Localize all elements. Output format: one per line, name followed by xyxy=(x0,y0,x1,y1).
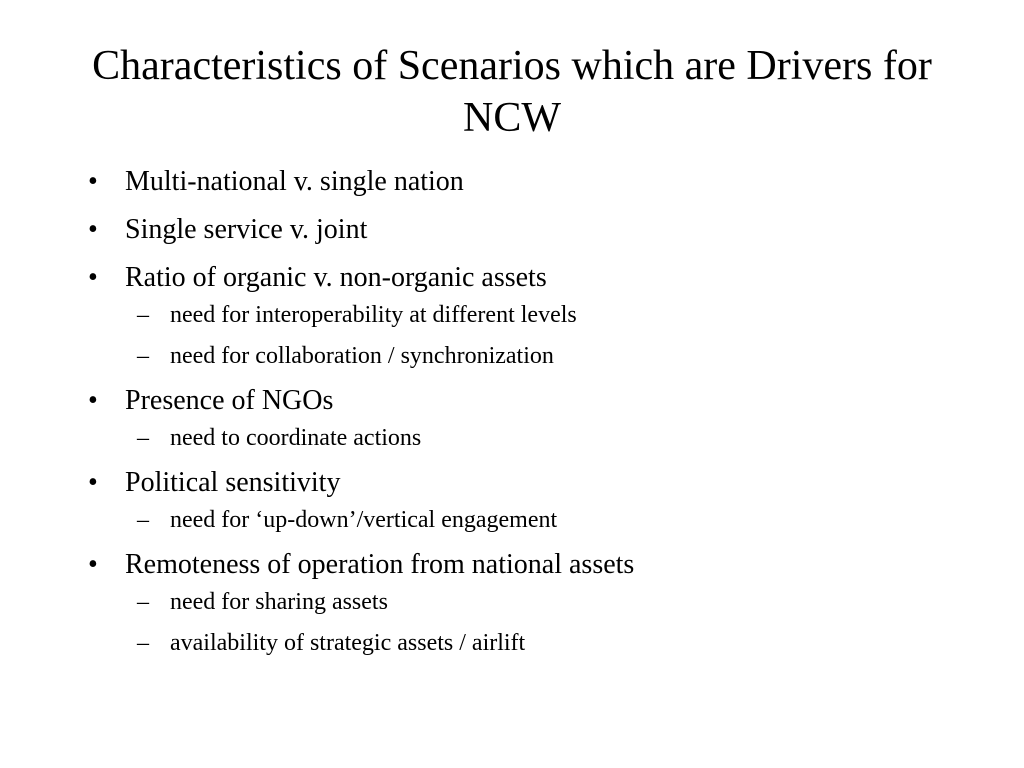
sub-bullet-text: need to coordinate actions xyxy=(170,425,422,451)
sub-bullet-item xyxy=(124,424,1024,452)
sub-bullet-item xyxy=(124,342,1024,370)
bullet-item xyxy=(0,213,1024,247)
bullet-item xyxy=(0,466,1024,534)
dash-marker: – xyxy=(137,589,149,615)
bullet-item xyxy=(0,384,1024,452)
sub-bullet-list xyxy=(125,506,1024,534)
bullet-item xyxy=(0,165,1024,199)
sub-bullet-item xyxy=(124,629,1024,657)
bullet-list xyxy=(0,165,1024,671)
sub-bullet-text: need for interoperability at different levels xyxy=(170,302,577,328)
dash-marker: – xyxy=(137,302,149,328)
bullet-text: Political sensitivity xyxy=(125,467,341,498)
bullet-text: Remoteness of operation from national assets xyxy=(125,549,635,580)
sub-bullet-text: need for sharing assets xyxy=(170,589,388,615)
dash-marker: – xyxy=(137,630,149,656)
bullet-text: Ratio of organic v. non-organic assets xyxy=(125,262,547,293)
bullet-item xyxy=(0,548,1024,657)
sub-bullet-list xyxy=(125,424,1024,452)
sub-bullet-text: availability of strategic assets / airlift xyxy=(170,630,526,656)
sub-bullet-list xyxy=(125,588,1024,657)
dash-marker: – xyxy=(137,507,149,533)
slide-title: Characteristics of Scenarios which are Drivers for NCW xyxy=(92,43,932,141)
bullet-marker: • xyxy=(88,385,98,416)
bullet-text: Presence of NGOs xyxy=(125,385,334,416)
bullet-marker: • xyxy=(88,166,98,197)
bullet-marker: • xyxy=(88,214,98,245)
sub-bullet-item xyxy=(124,588,1024,616)
bullet-marker: • xyxy=(88,549,98,580)
sub-bullet-text: need for ‘up-down’/vertical engagement xyxy=(170,507,558,533)
sub-bullet-list xyxy=(125,301,1024,370)
bullet-text: Single service v. joint xyxy=(125,214,368,245)
sub-bullet-text: need for collaboration / synchronization xyxy=(170,343,554,369)
sub-bullet-item xyxy=(124,506,1024,534)
dash-marker: – xyxy=(137,425,149,451)
bullet-item xyxy=(0,261,1024,370)
bullet-text: Multi-national v. single nation xyxy=(125,166,464,197)
dash-marker: – xyxy=(137,343,149,369)
bullet-marker: • xyxy=(88,467,98,498)
bullet-marker: • xyxy=(88,262,98,293)
sub-bullet-item xyxy=(124,301,1024,329)
